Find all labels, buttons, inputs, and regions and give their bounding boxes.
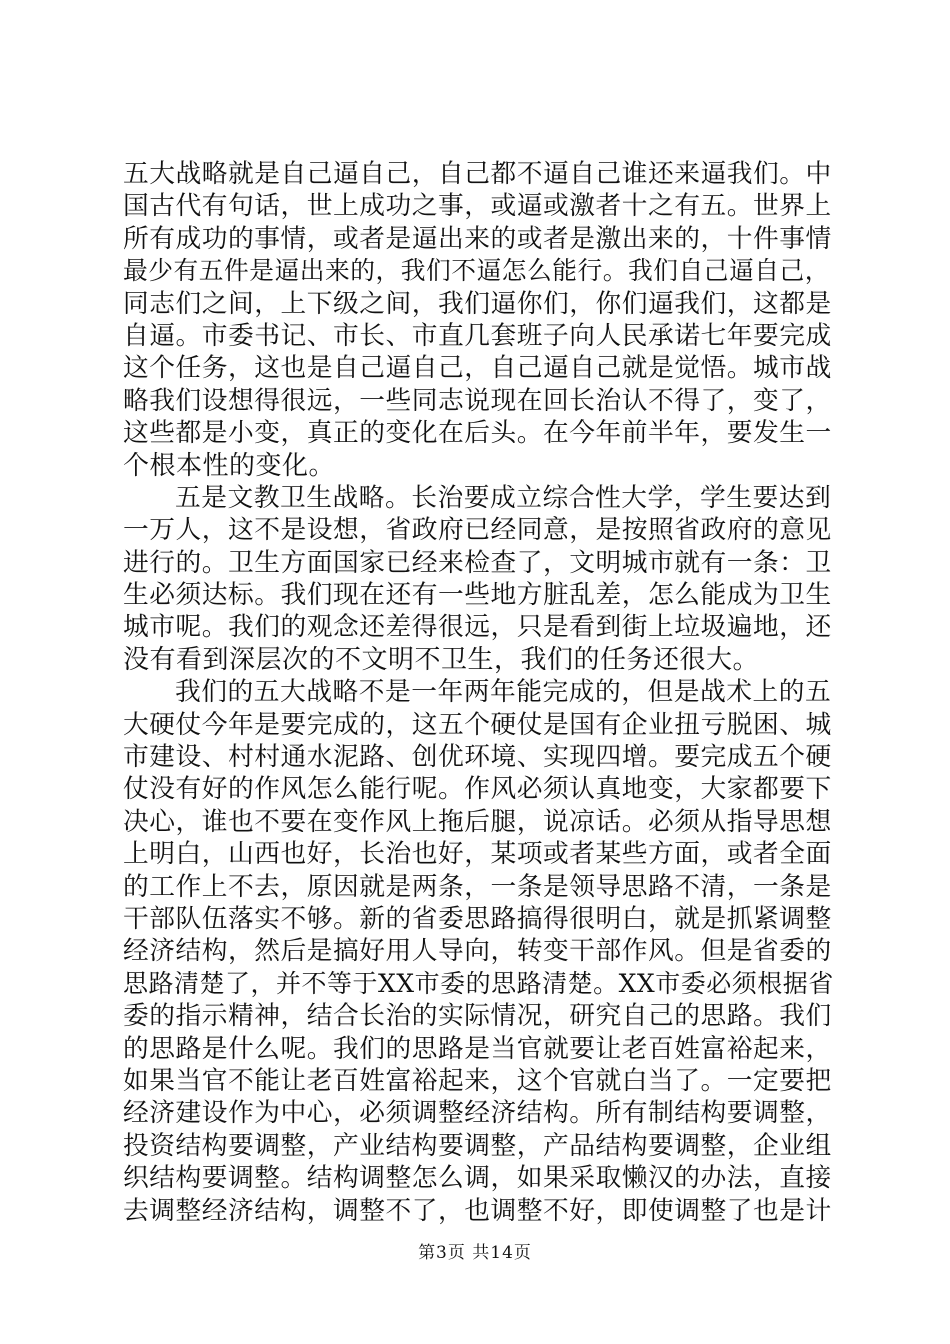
text-line: 决心，谁也不要在变作风上拖后腿，说凉话。必须从指导思想 — [123, 806, 832, 837]
text-line: 进行的。卫生方面国家已经来检查了，文明城市就有一条：卫 — [123, 547, 832, 578]
text-line: 市建设、村村通水泥路、创优环境、实现四增。要完成五个硬 — [123, 742, 832, 773]
text-line: 这些都是小变，真正的变化在后头。在今年前半年，要发生一 — [123, 418, 832, 449]
text-line: 投资结构要调整，产业结构要调整，产品结构要调整，企业组 — [123, 1130, 832, 1161]
text-line: 略我们设想得很远，一些同志说现在回长治认不得了，变了， — [123, 385, 832, 416]
text-line: 上明白，山西也好，长治也好，某项或者某些方面，或者全面 — [123, 839, 832, 870]
text-line: 所有成功的事情，或者是逼出来的或者是激出来的，十件事情 — [123, 223, 832, 254]
body-text — [123, 158, 835, 1227]
text-line: 委的指示精神，结合长治的实际情况，研究自己的思路。我们 — [123, 1001, 832, 1032]
page-footer: 第3页 共14页 — [418, 1243, 532, 1263]
text-line: 最少有五件是逼出来的，我们不逼怎么能行。我们自己逼自己， — [123, 256, 830, 286]
text-line: 国古代有句话，世上成功之事，或逼或激者十之有五。世界上 — [123, 191, 832, 222]
text-line: 城市呢。我们的观念还差得很远，只是看到街上垃圾遍地，还 — [123, 612, 832, 643]
text-line: 这个任务，这也是自己逼自己，自己逼自己就是觉悟。城市战 — [123, 353, 832, 384]
text-line: 五是文教卫生战略。长治要成立综合性大学，学生要达到 — [175, 482, 832, 513]
text-line: 个根本性的变化。 — [123, 450, 336, 481]
text-line: 没有看到深层次的不文明不卫生，我们的任务还很大。 — [123, 644, 760, 675]
text-line: 经济建设作为中心，必须调整经济结构。所有制结构要调整， — [123, 1098, 832, 1129]
text-line: 思路清楚了，并不等于XX市委的思路清楚。XX市委必须根据省 — [123, 968, 834, 998]
text-line: 五大战略就是自己逼自己，自己都不逼自己谁还来逼我们。中 — [123, 159, 832, 189]
text-line: 织结构要调整。结构调整怎么调，如果采取懒汉的办法，直接 — [123, 1163, 832, 1194]
text-line: 一万人，这不是设想，省政府已经同意，是按照省政府的意见 — [123, 515, 832, 546]
text-line: 如果当官不能让老百姓富裕起来，这个官就白当了。一定要把 — [123, 1065, 832, 1096]
text-line: 干部队伍落实不够。新的省委思路搞得很明白，就是抓紧调整 — [123, 903, 832, 934]
text-line: 大硬仗今年是要完成的，这五个硬仗是国有企业扭亏脱困、城 — [123, 709, 832, 740]
text-line: 的工作上不去，原因就是两条，一条是领导思路不清，一条是 — [123, 871, 832, 902]
text-line: 同志们之间，上下级之间，我们逼你们，你们逼我们，这都是 — [123, 288, 832, 319]
text-line: 仗没有好的作风怎么能行呢。作风必须认真地变，大家都要下 — [123, 774, 832, 805]
text-line: 经济结构，然后是搞好用人导向，转变干部作风。但是省委的 — [123, 936, 832, 967]
text-line: 自逼。市委书记、市长、市直几套班子向人民承诺七年要完成 — [123, 320, 832, 351]
text-line: 生必须达标。我们现在还有一些地方脏乱差，怎么能成为卫生 — [123, 580, 832, 611]
text-line: 的思路是什么呢。我们的思路是当官就要让老百姓富裕起来， — [123, 1033, 832, 1064]
text-line: 去调整经济结构，调整不了，也调整不好，即使调整了也是计 — [123, 1195, 832, 1226]
text-line: 我们的五大战略不是一年两年能完成的，但是战术上的五 — [175, 677, 832, 708]
